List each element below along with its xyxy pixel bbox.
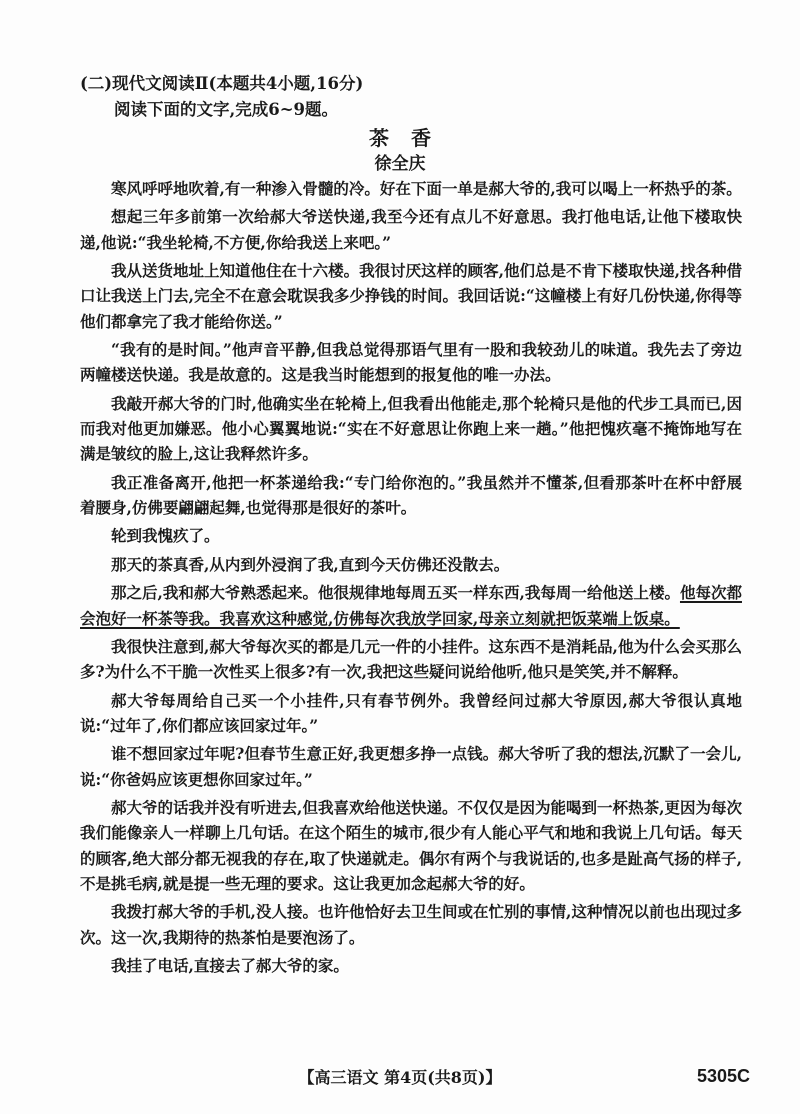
article-paragraph: [80, 470, 742, 521]
reading-instruction: 阅读下面的文字,完成6~9题。: [114, 100, 339, 119]
article-paragraph: [80, 741, 742, 792]
article-paragraph: [80, 391, 742, 467]
article-author: 徐全庆: [374, 154, 426, 174]
paragraph-text: 郝大爷每周给自己买一个小挂件,只有春节例外。我曾经问过郝大爷原因,郝大爷很认真地说:“过年了,你们都应该回家过年。”: [80, 690, 742, 735]
paragraph-text: 郝大爷的话我并没有听进去,但我喜欢给他送快递。不仅仅是因为能喝到一杯热茶,更因为每次我们能像亲人一样聊上几句话。在这个陌生的城市,很少有人能心平气和地和我说上几句话。每天的顾客,绝大部分都无视我的存在,取了快递就走。偶尔有两个与我说话的,也多是趾高气扬的样子,不是挑毛病,就是提一些无理的要求。这让我更加念起郝大爷的好。: [80, 797, 742, 893]
paragraph-text: 想起三年多前第一次给郝大爷送快递,我至今还有点儿不好意思。我打他电话,让他下楼取快递,他说:“我坐轮椅,不方便,你给我送上来吧。”: [80, 207, 742, 252]
paragraph-text: “我有的是时间。”他声音平静,但我总觉得那语气里有一股和我较劲儿的味道。我先去了旁边两幢楼送快递。我是故意的。这是我当时能想到的报复他的唯一办法。: [80, 340, 742, 385]
article-title: 茶香: [369, 126, 453, 150]
article-paragraph: [80, 580, 742, 631]
paragraph-text: 轮到我愧疚了。: [111, 526, 220, 546]
article-paragraph: [80, 899, 742, 950]
article-paragraph: [80, 688, 742, 739]
article-paragraph: [80, 523, 742, 548]
article-paragraph: [80, 337, 742, 388]
paragraph-text: 我拨打郝大爷的手机,没人接。也许他恰好去卫生间或在忙别的事情,这种情况以前也出现过多次。这一次,我期待的热茶怕是要泡汤了。: [80, 902, 742, 947]
paragraph-text: 我挂了电话,直接去了郝大爷的家。: [111, 955, 349, 975]
article-paragraph: [80, 176, 742, 201]
paragraph-text: 寒风呼呼地吹着,有一种渗入骨髓的冷。好在下面一单是郝大爷的,我可以喝上一杯热乎的茶。: [111, 179, 742, 198]
paragraph-text: 那天的茶真香,从内到外浸润了我,直到今天仿佛还没散去。: [111, 554, 510, 574]
article-paragraph: [80, 953, 742, 978]
article-paragraph: [80, 795, 742, 896]
paragraph-text: 我从送货地址上知道他住在十六楼。我很讨厌这样的顾客,他们总是不肯下楼取快递,找各种借口让我送上门去,完全不在意会耽误我多少挣钱的时间。我回话说:“这幢楼上有好几份快递,你得等他们都拿完了我才能给你送。”: [80, 261, 742, 331]
paragraph-text: 我正准备离开,他把一杯茶递给我:“专门给你泡的。”我虽然并不懂茶,但看那茶叶在杯中舒展着腰身,仿佛要翩翩起舞,也觉得那是很好的茶叶。: [80, 472, 742, 518]
paragraph-text: 那之后,我和郝大爷熟悉起来。他很规律地每周五买一样东西,我每周一给他送上楼。: [111, 583, 680, 603]
page-code: 5305C: [696, 1066, 750, 1086]
article-paragraph: [80, 204, 742, 255]
article-paragraph: [80, 634, 742, 685]
article-paragraph: [80, 552, 742, 577]
article-paragraph: [80, 258, 742, 334]
page-footer: 【高三语文 第4页(共8页)】: [298, 1068, 502, 1087]
article-body: [80, 176, 742, 981]
section-heading: (二)现代文阅读Ⅱ(本题共4小题,16分): [80, 74, 364, 93]
underlined-sentence: 他每次都会泡好一杯茶等我。我喜欢这种感觉,仿佛每次我放学回家,母亲立刻就把饭菜端上饭桌。: [80, 583, 742, 628]
paragraph-text: 谁不想回家过年呢?但春节生意正好,我更想多挣一点钱。郝大爷听了我的想法,沉默了一会儿,说:“你爸妈应该更想你回家过年。”: [80, 744, 742, 789]
paragraph-text: 我敲开郝大爷的门时,他确实坐在轮椅上,但我看出他能走,那个轮椅只是他的代步工具而已,因而我对他更加嫌恶。他小心翼翼地说:“实在不好意思让你跑上来一趟。”他把愧疚毫不掩饰地写在满是皱纹的脸上,这让我释然许多。: [80, 393, 742, 464]
paragraph-text: 我很快注意到,郝大爷每次买的都是几元一件的小挂件。这东西不是消耗品,他为什么会买那么多?为什么不干脆一次性买上很多?有一次,我把这些疑问说给他听,他只是笑笑,并不解释。: [80, 636, 742, 682]
